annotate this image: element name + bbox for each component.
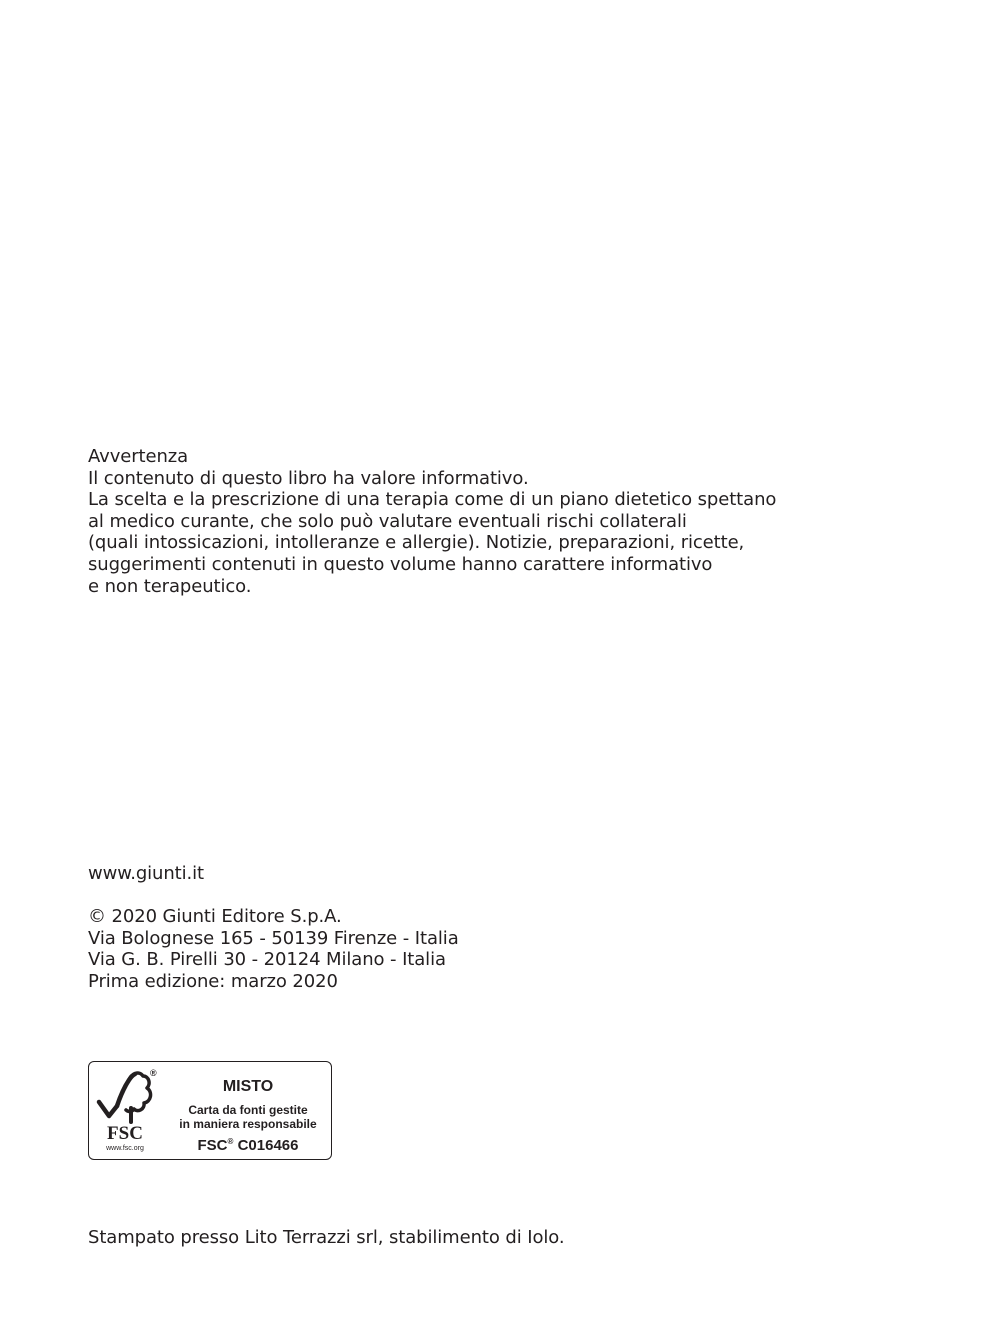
fsc-code-registered-mark: ® — [227, 1137, 234, 1146]
fsc-category: MISTO — [222, 1078, 274, 1095]
fsc-license-code — [165, 1137, 331, 1154]
warning-notice — [88, 446, 776, 597]
warning-line-5: suggerimenti contenuti in questo volume hanno carattere informativo — [88, 553, 713, 575]
warning-line-4: (quali intossicazioni, intolleranze e allergie). Notizie, preparazioni, ricette, — [88, 532, 745, 554]
fsc-code-prefix: FSC — [197, 1137, 228, 1154]
warning-line-3: al medico curante, che solo può valutare eventuali rischi collaterali — [88, 510, 687, 532]
fsc-logo-url: www.fsc.org — [106, 1145, 144, 1152]
fsc-description-line-1: Carta da fonti gestite — [188, 1103, 308, 1117]
printer-info — [88, 1227, 564, 1249]
publisher-info — [88, 906, 459, 992]
address-milan: Via G. B. Pirelli 30 - 20124 Milano - Italia — [88, 949, 446, 971]
edition-line: Prima edizione: marzo 2020 — [88, 970, 338, 992]
warning-line-6: e non terapeutico. — [88, 575, 252, 597]
fsc-logo-text: FSC — [107, 1123, 143, 1144]
fsc-label — [88, 1061, 332, 1160]
printer-line: Stampato presso Lito Terrazzi srl, stabilimento di Iolo. — [88, 1227, 565, 1248]
fsc-registered-mark: ® — [150, 1068, 157, 1078]
warning-heading: Avvertenza — [88, 446, 189, 467]
warning-line-2: La scelta e la prescrizione di una terapia come di un piano dietetico spettano — [88, 489, 777, 511]
address-florence: Via Bolognese 165 - 50139 Firenze - Italia — [88, 927, 459, 949]
warning-line-1: Il contenuto di questo libro ha valore informativo. — [88, 467, 529, 489]
website-url: www.giunti.it — [88, 863, 205, 884]
fsc-description — [165, 1103, 331, 1131]
copyright-line: © 2020 Giunti Editore S.p.A. — [88, 906, 342, 927]
fsc-code-number: C016466 — [237, 1137, 299, 1154]
website-block — [88, 863, 204, 885]
fsc-description-line-2: in maniera responsabile — [179, 1117, 317, 1131]
